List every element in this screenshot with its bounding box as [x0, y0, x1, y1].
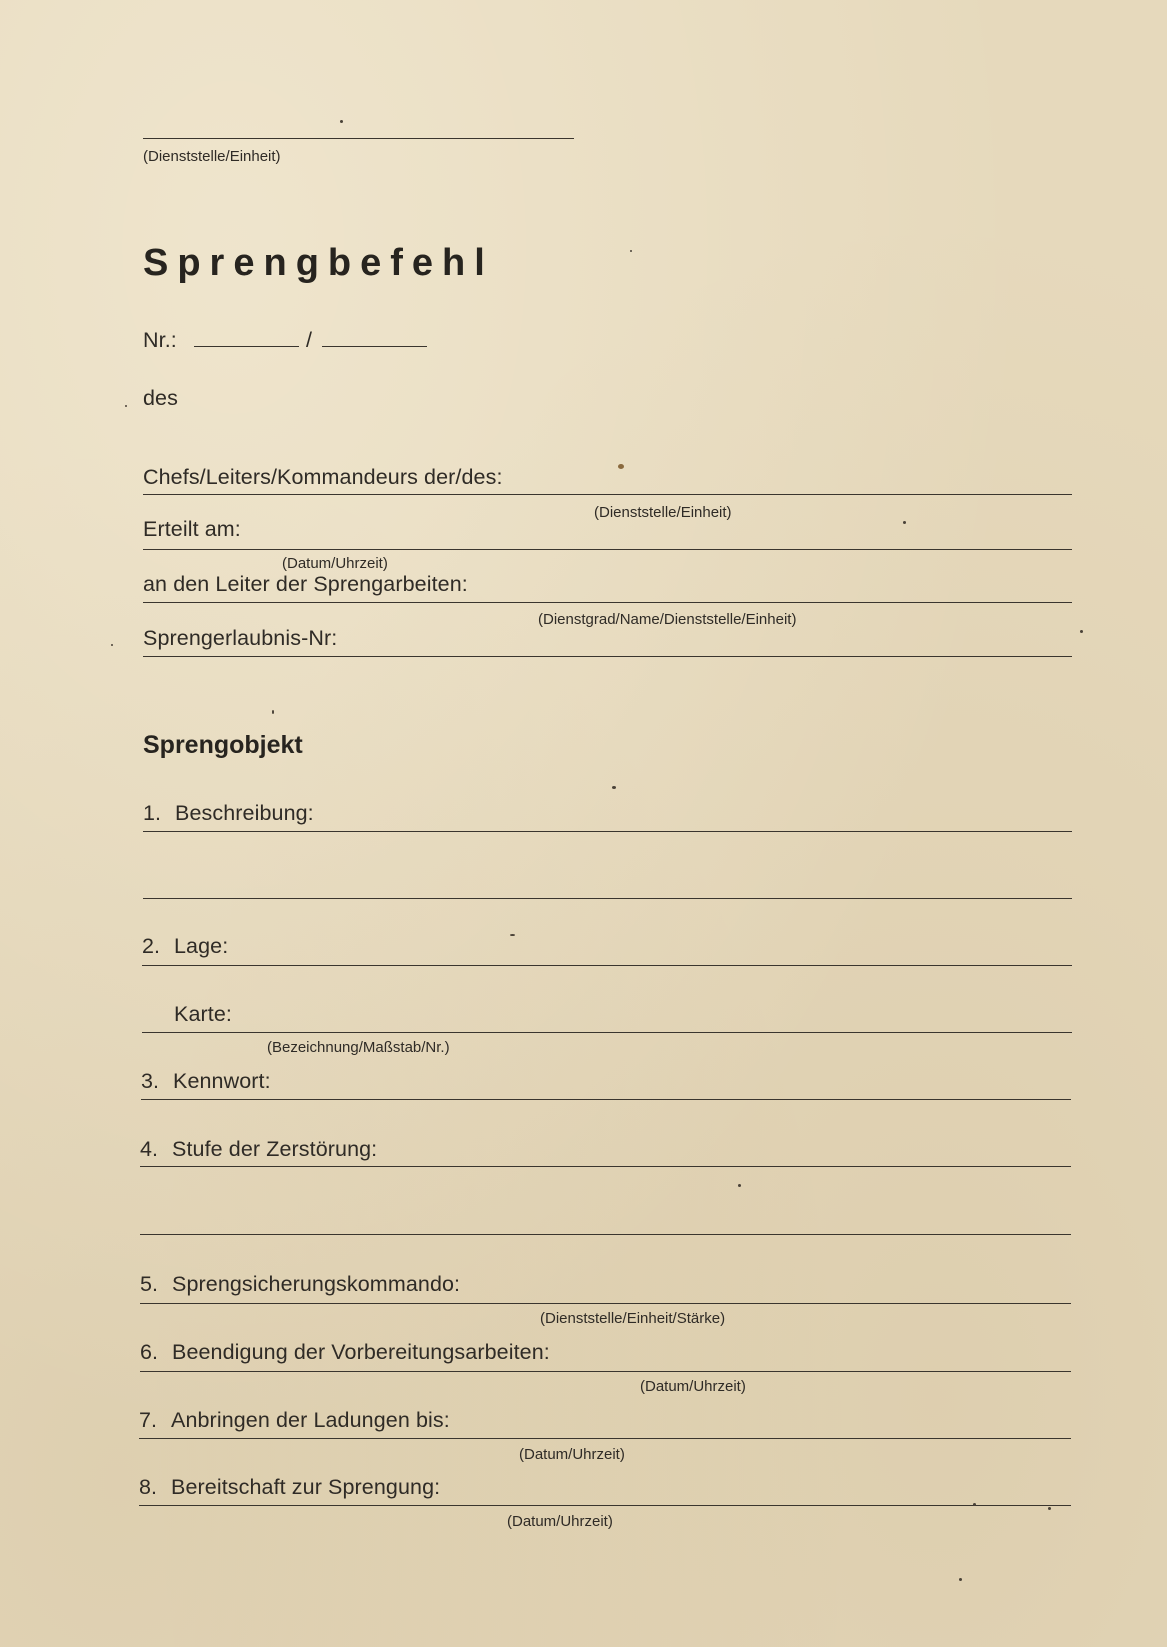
chef-label: Chefs/Leiters/Kommandeurs der/des:	[143, 465, 503, 489]
permit-label: Sprengerlaubnis-Nr:	[143, 626, 338, 650]
paper-speck	[340, 120, 343, 123]
leader-line[interactable]	[143, 602, 1072, 603]
paper-speck	[272, 710, 274, 714]
description-text: Beschreibung:	[175, 801, 314, 825]
paper-speck	[903, 521, 906, 524]
location-text: Lage:	[174, 934, 229, 958]
readiness-hint: (Datum/Uhrzeit)	[507, 1513, 613, 1530]
map-label: Karte:	[174, 1002, 232, 1026]
readiness-line[interactable]	[139, 1505, 1071, 1506]
number-field-2[interactable]	[322, 346, 427, 347]
document-title: Sprengbefehl	[143, 242, 494, 284]
section-title: Sprengobjekt	[143, 731, 303, 759]
codeword-line[interactable]	[141, 1099, 1071, 1100]
charges-hint: (Datum/Uhrzeit)	[519, 1446, 625, 1463]
paper-speck	[973, 1503, 976, 1506]
security-line[interactable]	[140, 1303, 1071, 1304]
security-text: Sprengsicherungskommando:	[172, 1272, 461, 1296]
permit-line[interactable]	[143, 656, 1072, 657]
destruction-line-2[interactable]	[140, 1234, 1071, 1235]
number-field-1[interactable]	[194, 346, 299, 347]
paper-speck	[111, 644, 113, 646]
description-line-2[interactable]	[143, 898, 1072, 899]
security-label	[140, 1274, 460, 1296]
preparation-hint: (Datum/Uhrzeit)	[640, 1378, 746, 1395]
map-hint: (Bezeichnung/Maßstab/Nr.)	[267, 1039, 450, 1056]
paper-speck	[959, 1578, 962, 1581]
issued-label: Erteilt am:	[143, 517, 241, 541]
destruction-line-1[interactable]	[140, 1166, 1071, 1167]
number-label: Nr.:	[143, 328, 177, 352]
description-number: 1.	[143, 801, 162, 825]
charges-label	[139, 1410, 450, 1432]
readiness-text: Bereitschaft zur Sprengung:	[171, 1475, 441, 1499]
preparation-number: 6.	[140, 1340, 159, 1364]
destruction-label	[140, 1139, 377, 1161]
paper-speck	[738, 1184, 741, 1187]
issued-hint: (Datum/Uhrzeit)	[282, 555, 388, 572]
codeword-number: 3.	[141, 1069, 160, 1093]
security-hint: (Dienststelle/Einheit/Stärke)	[540, 1310, 726, 1327]
issued-line[interactable]	[143, 549, 1072, 550]
description-line-1[interactable]	[143, 831, 1072, 832]
location-label	[142, 936, 228, 958]
description-label	[143, 803, 314, 825]
preparation-text: Beendigung der Vorbereitungsarbeiten:	[172, 1340, 550, 1364]
preparation-label	[140, 1342, 550, 1364]
charges-line[interactable]	[139, 1438, 1071, 1439]
paper-speck	[612, 786, 616, 789]
preparation-line[interactable]	[140, 1371, 1071, 1372]
destruction-number: 4.	[140, 1137, 159, 1161]
readiness-number: 8.	[139, 1475, 158, 1499]
unit-line[interactable]	[143, 138, 574, 139]
charges-number: 7.	[139, 1408, 158, 1432]
paper-speck	[1048, 1507, 1051, 1510]
location-line[interactable]	[142, 965, 1072, 966]
paper-speck	[125, 405, 127, 407]
charges-text: Anbringen der Ladungen bis:	[171, 1408, 450, 1432]
paper-speck	[618, 464, 624, 469]
leader-hint: (Dienstgrad/Name/Dienststelle/Einheit)	[538, 611, 797, 628]
unit-hint: (Dienststelle/Einheit)	[143, 148, 281, 165]
destruction-text: Stufe der Zerstörung:	[172, 1137, 378, 1161]
paper-speck	[630, 250, 632, 252]
codeword-text: Kennwort:	[173, 1069, 271, 1093]
paper-speck	[510, 934, 515, 936]
leader-label: an den Leiter der Sprengarbeiten:	[143, 572, 468, 596]
codeword-label	[141, 1071, 271, 1093]
readiness-label	[139, 1477, 440, 1499]
chef-line[interactable]	[143, 494, 1072, 495]
location-number: 2.	[142, 934, 161, 958]
paper-speck	[1080, 630, 1083, 633]
map-line[interactable]	[142, 1032, 1072, 1033]
security-number: 5.	[140, 1272, 159, 1296]
chef-hint: (Dienststelle/Einheit)	[594, 504, 732, 521]
des-label: des	[143, 386, 178, 410]
number-separator: /	[306, 328, 313, 352]
